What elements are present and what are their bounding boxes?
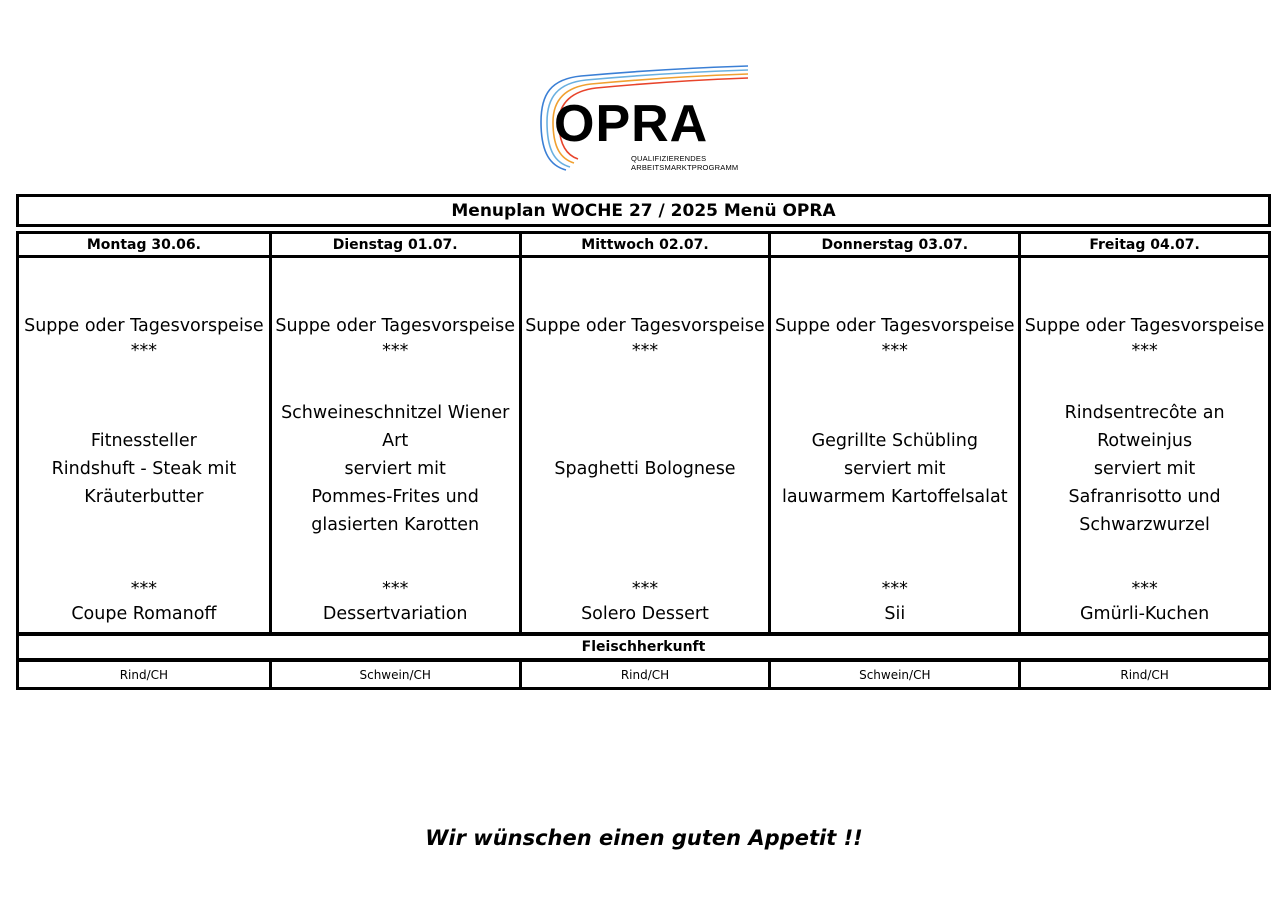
day-menu [519,256,769,632]
logo-subtitle [631,154,738,172]
opra-logo [536,62,752,178]
separator-stars: *** [631,579,659,599]
starter-text: Suppe oder Tagesvorspeise [1024,316,1265,336]
meat-origin: Rind/CH [519,662,769,687]
main-dish-line: lauwarmem Kartoffelsalat [781,487,1008,507]
separator-stars: *** [382,579,409,599]
main-dish-line: Rotweinjus [1097,431,1193,451]
main-dish-line: Gegrillte Schübling [811,431,978,451]
main-dish-line: serviert mit [344,459,446,479]
main-dish-line: Schwarzwurzel [1079,515,1210,535]
main-dish-line: serviert mit [844,459,946,479]
starter-text: Suppe oder Tagesvorspeise [774,316,1015,336]
day-menu [19,256,269,632]
separator-stars: *** [130,579,158,599]
meat-origin: Rind/CH [1018,662,1268,687]
meat-origin: Schwein/CH [269,662,519,687]
starter-text: Suppe oder Tagesvorspeise [525,316,765,336]
day-header: Freitag 04.07. [1018,234,1268,255]
starter-text: Suppe oder Tagesvorspeise [275,316,515,336]
day-menu [269,256,519,632]
day-header: Dienstag 01.07. [269,234,519,255]
separator-stars: *** [631,341,659,361]
separator-stars: *** [1131,341,1158,361]
separator-stars: *** [382,341,409,361]
meat-origin: Schwein/CH [768,662,1018,687]
main-dish-line: Spaghetti Bolognese [554,459,736,479]
day-header: Mittwoch 02.07. [519,234,769,255]
logo-wordmark: OPRA [554,95,709,153]
logo-subtitle-line1: QUALIFIZIERENDES [631,154,707,163]
menu-row [16,256,1271,635]
main-dish-line: Rindshuft - Steak mit [51,459,237,479]
main-dish-line: Art [382,431,409,451]
day-header-row [16,231,1271,258]
day-menu [1018,256,1268,632]
separator-stars: *** [881,341,908,361]
main-dish-line: Schweineschnitzel Wiener [281,403,510,423]
meat-origin-header: Fleischherkunft [16,633,1271,661]
main-dish-line: Rindsentrecôte an [1064,403,1225,423]
logo-subtitle-line2: ARBEITSMARKTPROGRAMM [631,163,739,172]
main-dish [46,360,243,578]
dessert-text: Sii [884,604,906,624]
main-dish [275,360,515,578]
separator-stars: *** [130,341,158,361]
day-header: Donnerstag 03.07. [768,234,1018,255]
main-dish [548,360,741,578]
main-dish-line: serviert mit [1093,459,1196,479]
main-dish-line: Safranrisotto und [1068,487,1221,507]
dessert-text: Coupe Romanoff [71,604,217,624]
meat-origin-row [16,659,1271,690]
main-dish [776,360,1014,578]
main-dish-line: Fitnessteller [90,431,197,451]
separator-stars: *** [1131,579,1158,599]
dessert-text: Gmürli-Kuchen [1079,604,1210,624]
dessert-text: Dessertvariation [322,604,468,624]
starter-text: Suppe oder Tagesvorspeise [24,316,264,336]
main-dish-line: Kräuterbutter [84,487,204,507]
day-header: Montag 30.06. [86,236,201,253]
day-menu [768,256,1018,632]
main-dish-line: Pommes-Frites und [311,487,479,507]
closing-message: Wir wünschen einen guten Appetit !! [425,826,863,850]
dessert-text: Solero Dessert [581,604,709,624]
menu-title: Menuplan WOCHE 27 / 2025 Menü OPRA [16,194,1271,227]
separator-stars: *** [881,579,908,599]
main-dish [1059,360,1231,578]
main-dish-line: glasierten Karotten [311,515,480,535]
meat-origin: Rind/CH [119,667,169,682]
